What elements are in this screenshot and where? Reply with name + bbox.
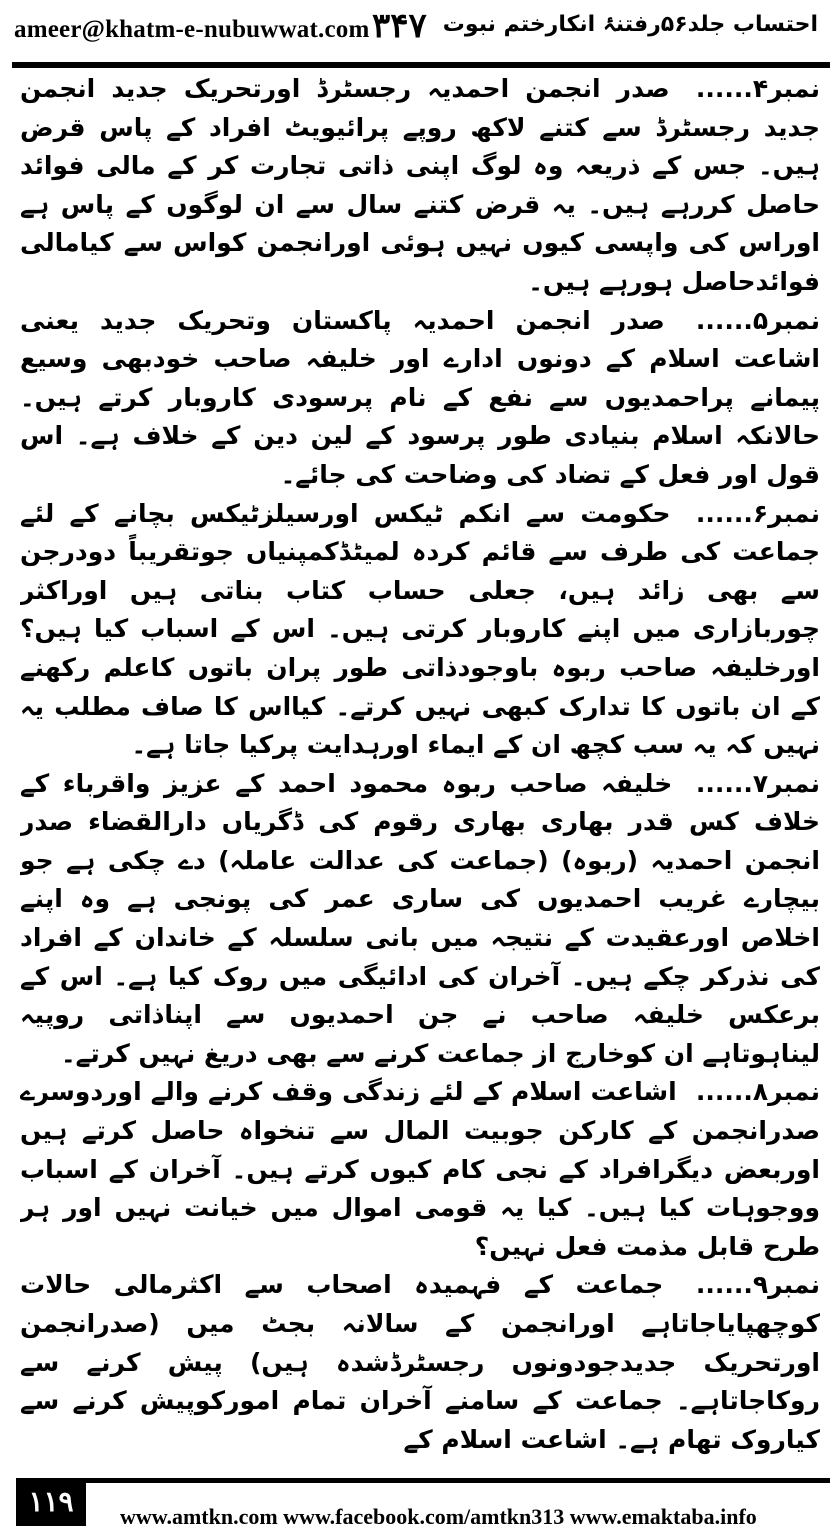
paragraph-9 <box>20 1266 820 1459</box>
header-book-title: احتساب جلد۵۶رفتنۂ انکارختم نبوت <box>442 12 818 37</box>
paragraph-text: خلیفہ صاحب ربوہ محمود احمد کے عزیز واقرباء کے خلاف کس قدر بھاری بھاری رقوم کی ڈگریاں دارالقضاء صدر انجمن احمدیہ (ربوہ) (جماعت کی عدالت عاملہ) دے چکی ہے جو بیچارے غریب احمدیوں کی ساری عمر کی پونجی ہے وہ اپنے اخلاص اورعقیدت کے نتیجہ میں بانی سلسلہ کے خاندان کے افراد کی نذرکر چکے ہیں۔ آخران کی ادائیگی میں روک کیا ہے۔ اس کے برعکس خلیفہ صاحب نے جن احمدیوں سے اپناذاتی روپیہ لیناہوتاہے ان کوخارج از جماعت کرنے سے بھی دریغ نہیں کرتے۔ <box>20 768 820 1068</box>
paragraph-label: نمبر۴...... <box>695 74 820 103</box>
header-divider <box>12 62 830 68</box>
footer-page-number: ۱۱۹ <box>16 1478 86 1526</box>
page-body <box>20 70 820 1468</box>
page-header <box>0 0 840 62</box>
paragraph-label: نمبر۷...... <box>695 768 820 798</box>
paragraph-text: صدر انجمن احمدیہ پاکستان وتحریک جدید یعنی اشاعت اسلام کے دونوں ادارے اور خلیفہ صاحب خودبھی وسیع پیمانے پراحمدیوں سے نفع کے نام پرسودی کاروبار کرتے ہیں۔ حالانکہ اسلام بنیادی طور پرسود کے لین دین کے خلاف ہے۔ اس قول اور فعل کے تضاد کی وضاحت کی جائے۔ <box>20 305 820 489</box>
paragraph-label: نمبر۸...... <box>695 1077 820 1107</box>
paragraph-text: حکومت سے انکم ٹیکس اورسیلزٹیکس بچانے کے لئے جماعت کی طرف سے قائم کردہ لمیٹڈکمپنیاں جوتقریباً دودرجن سے بھی زائد ہیں، جعلی حساب کتاب بناتی ہیں اوراکثر چوربازاری میں اپنے کاروبار کرتی ہیں۔ اس کے اسباب کیا ہیں؟ اورخلیفہ صاحب ربوہ باوجودذاتی طور پران باتوں کاعلم رکھنے کے ان باتوں کا تدارک کبھی نہیں کرتے۔ کیااس کا صاف مطلب یہ نہیں کہ یہ سب کچھ ان کے ایماء اورہدایت پرکیا جاتا ہے۔ <box>20 498 820 760</box>
header-page-number: ۳۴۷ <box>372 6 427 46</box>
header-email: ameer@khatm-e-nubuwwat.com <box>14 16 370 43</box>
page-footer <box>0 1474 840 1540</box>
paragraph-8 <box>20 1073 820 1266</box>
paragraph-text: جماعت کے فہمیدہ اصحاب سے اکثرمالی حالات کوچھپایاجاتاہے اورانجمن کے سالانہ بجٹ میں (صدرانجمن اورتحریک جدیدجودونوں رجسٹرڈشدہ ہیں) پیش کرنے سے روکاجاتاہے۔ جماعت کے سامنے آخران تمام امورکوپیش کرنے سے کیاروک تھام ہے۔ اشاعت اسلام کے <box>20 1270 820 1454</box>
paragraph-label: نمبر۹...... <box>695 1270 820 1300</box>
footer-divider <box>86 1478 830 1483</box>
paragraph-5 <box>20 302 820 495</box>
paragraph-text: صدر انجمن احمدیہ رجسٹرڈ اورتحریک جدید انجمن جدید رجسٹرڈ سے کتنے لاکھ روپے پرائیویٹ افراد کے پاس قرض ہیں۔ جس کے ذریعہ وہ لوگ اپنی ذاتی تجارت کر کے مالی فوائد حاصل کررہے ہیں۔ یہ قرض کتنے سال سے ان لوگوں کے پاس ہے اوراس کی واپسی کیوں نہیں ہوئی اورانجمن کواس سے کیامالی فوائدحاصل ہورہے ہیں۔ <box>20 74 820 296</box>
paragraph-label: نمبر۵...... <box>695 305 820 335</box>
footer-links: www.amtkn.com www.facebook.com/amtkn313 www.emaktaba.info <box>120 1504 757 1529</box>
paragraph-text: اشاعت اسلام کے لئے زندگی وقف کرنے والے اوردوسرے صدرانجمن کے کارکن جوبیت المال سے تنخواہ حاصل کرتے ہیں اوربعض دیگرافراد کے نجی کام کیوں کرتے ہیں۔ آخران کے اسباب ووجوہات کیا ہیں۔ کیا یہ قومی اموال میں خیانت نہیں اور ہر طرح قابل مذمت فعل نہیں؟ <box>20 1077 820 1261</box>
paragraph-4 <box>20 70 820 302</box>
paragraph-label: نمبر۶...... <box>695 498 820 528</box>
paragraph-6 <box>20 495 820 765</box>
paragraph-7 <box>20 765 820 1074</box>
